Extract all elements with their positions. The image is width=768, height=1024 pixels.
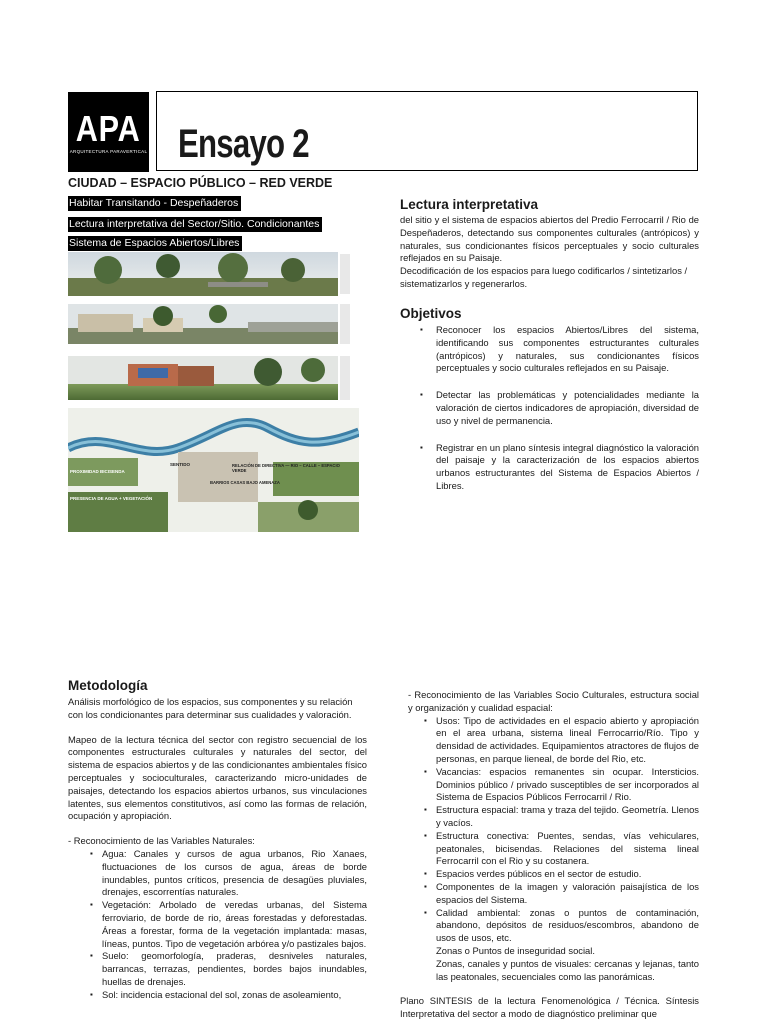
list-item: ▪ Detectar las problemáticas y potencialidades mediante la valoración de ciertos indicadores de apropiación, diversidad de uso y nivel de permanencia. [400,389,699,427]
page-title: Ensayo 2 [178,122,309,166]
section-subheading: CIUDAD – ESPACIO PÚBLICO – RED VERDE [68,176,333,190]
lectura-heading: Lectura interpretativa [400,197,539,212]
list-item: ▪ Registrar en un plano síntesis integral diagnóstico la valoración del paisaje y la caracterización de los espacios abiertos urbanos estructurantes del Sistema de Espacios Abiertos / Libres. [400,442,699,493]
naturales-list [68,848,367,1002]
metodologia-heading: Metodología [68,678,148,693]
lectura-text [400,214,699,291]
list-item: ▪ Reconocer los espacios Abiertos/Libres del sistema, identificando sus componentes estructurantes culturales (antrópicos) y naturales, sus condicionantes físicos perceptuales y socio culturales reflejados en su Paisaje. [400,324,699,375]
list-item: Zonas o Puntos de inseguridad social. [436,944,595,956]
list-item: ▪ Usos: Tipo de actividades en el espacio abierto y apropiación en el area urbana, sistema lineal Ferrocarrio/Río. Tipo y densidad de actividades. Equipamientos atractores de flujos de personas, en parque lieneal, de borde del Rio, etc. [400,715,699,766]
list-item: ▪ Vegetación: Arbolado de veredas urbanas, del Sistema ferroviario, de borde de rio, áreas forestadas y deforestadas. Áreas a forestar, forma de la vegetación implantada: masas, líneas, puntos. Tipo de vegetación arbórea y/o pastizales bajos. [68,899,367,950]
list-item: ▪ Suelo: geomorfología, praderas, desniveles naturales, barrancas, terrazas, pendientes, bordes bajos inundables, huellas de drenajes. [68,950,367,988]
list-item: ▪ Agua: Canales y cursos de agua urbanos, Rio Xanaes, fluctuaciones de los cursos de agua, áreas de borde inundables, puntos críticos, presencia de desagües pluviales, drenajes, escorrentías naturales. [68,848,367,899]
logo-text: APA [76,107,141,149]
metodologia-paragraph-1: Análisis morfológico de los espacios, sus componentes y su relación con los condicionantes para determinar sus cualidades y valoración. [68,696,353,720]
objetivos-heading: Objetivos [400,306,462,321]
collage-label-sentido: SENTIDO [170,462,191,467]
objetivos-list [400,324,699,507]
lectura-paragraph-1: del sitio y el sistema de espacios abiertos del Predio Ferrocarril / Rio de Despeñaderos, detectando sus componentes culturales (antrópicos) y naturales, sus condicionantes físicos perceptuales y socio culturales reflejados en su Paisaje. [400,214,699,264]
list-item: ▪ Estructura conectiva: Puentes, sendas, vías vehiculares, peatonales, bicisendas. Relaciones del sistema lineal Ferrocarril con el Rio y su costanera. [400,830,699,868]
photo-collage [68,252,359,532]
list-item: ▪ Calidad ambiental: zonas o puntos de contaminación, abandono, depósitos de residuos/escombros, abandono de usos de usos, etc. [400,907,699,945]
collage-label-bicisenda: PROXIMIDAD BICISENDA [70,469,125,474]
lectura-paragraph-2: Decodificación de los espacios para luego codificarlos / sintetizarlos / sistematizarlos y regenerarlos. [400,265,688,289]
collage-image [68,252,359,532]
tag-sistema-espacios: Sistema de Espacios Abiertos/Libres [68,236,242,251]
list-item: ▪ Espacios verdes públicos en el sector de estudio. [400,868,699,881]
sintesis-paragraph: Plano SINTESIS de la lectura Fenomenológica / Técnica. Síntesis Interpretativa del sector a modo de diagnóstico preliminar que [400,995,699,1020]
socio-culturales-text [400,689,699,1021]
collage-label-barrios: BARRIOS CASAS BAJO AMENAZA [210,480,280,485]
list-item: ▪ Sol: incidencia estacional del sol, zonas de asoleamiento, [68,989,367,1002]
collage-label-relacion: RELACIÓN DE DIRECTIVA — RIO – CALLE – ESPACIO VERDE [232,463,340,473]
logo-subtitle: ARQUITECTURA PARAVERTICAL [69,148,148,154]
socio-title: - Reconocimiento de las Variables Socio Culturales, estructura social y organización y cualidad espacial: [408,689,699,713]
metodologia-text [68,696,367,1002]
metodologia-paragraph-2: Mapeo de la lectura técnica del sector con registro secuencial de los componentes estructurales culturales y naturales del sector, del sistema de espacios abiertos y de las condicionantes ambientales físico perceptuales y socioculturales, caracterizando micro-unidades de paisajes, detectando los espacios abiertos urbanos, sus vinculaciones latentes, sus elementos constitutivos, así como las formas de relación, ocupación y apropiación. [68,733,367,822]
list-item: ▪ Estructura espacial: trama y traza del tejido. Geometría. Llenos y vacíos. [400,804,699,830]
tag-habitar: Habitar Transitando - Despeñaderos [68,196,241,211]
list-item: ▪ Vacancias: espacios remanentes sin ocupar. Intersticios. Dominios público / privado susceptibles de ser incorporados al Sistema de Espacios Públicos Ferrocarril / Rio. [400,766,699,804]
tag-lectura-sector: Lectura interpretativa del Sector/Sitio. Condicionantes [68,217,322,232]
socio-list [400,715,699,984]
collage-label-agua: PRESENCIA DE AGUA + VEGETACIÓN [70,496,153,501]
list-item: Zonas, canales y puntos de visuales: cercanas y lejanas, tanto las peatonales, secuenciales como las panorámicas. [436,957,699,982]
apa-logo [68,92,149,172]
list-item: ▪ Componentes de la imagen y valoración paisajística de los espacios del Sistema. [400,881,699,907]
naturales-title: - Reconocimiento de las Variables Naturales: [68,835,255,847]
